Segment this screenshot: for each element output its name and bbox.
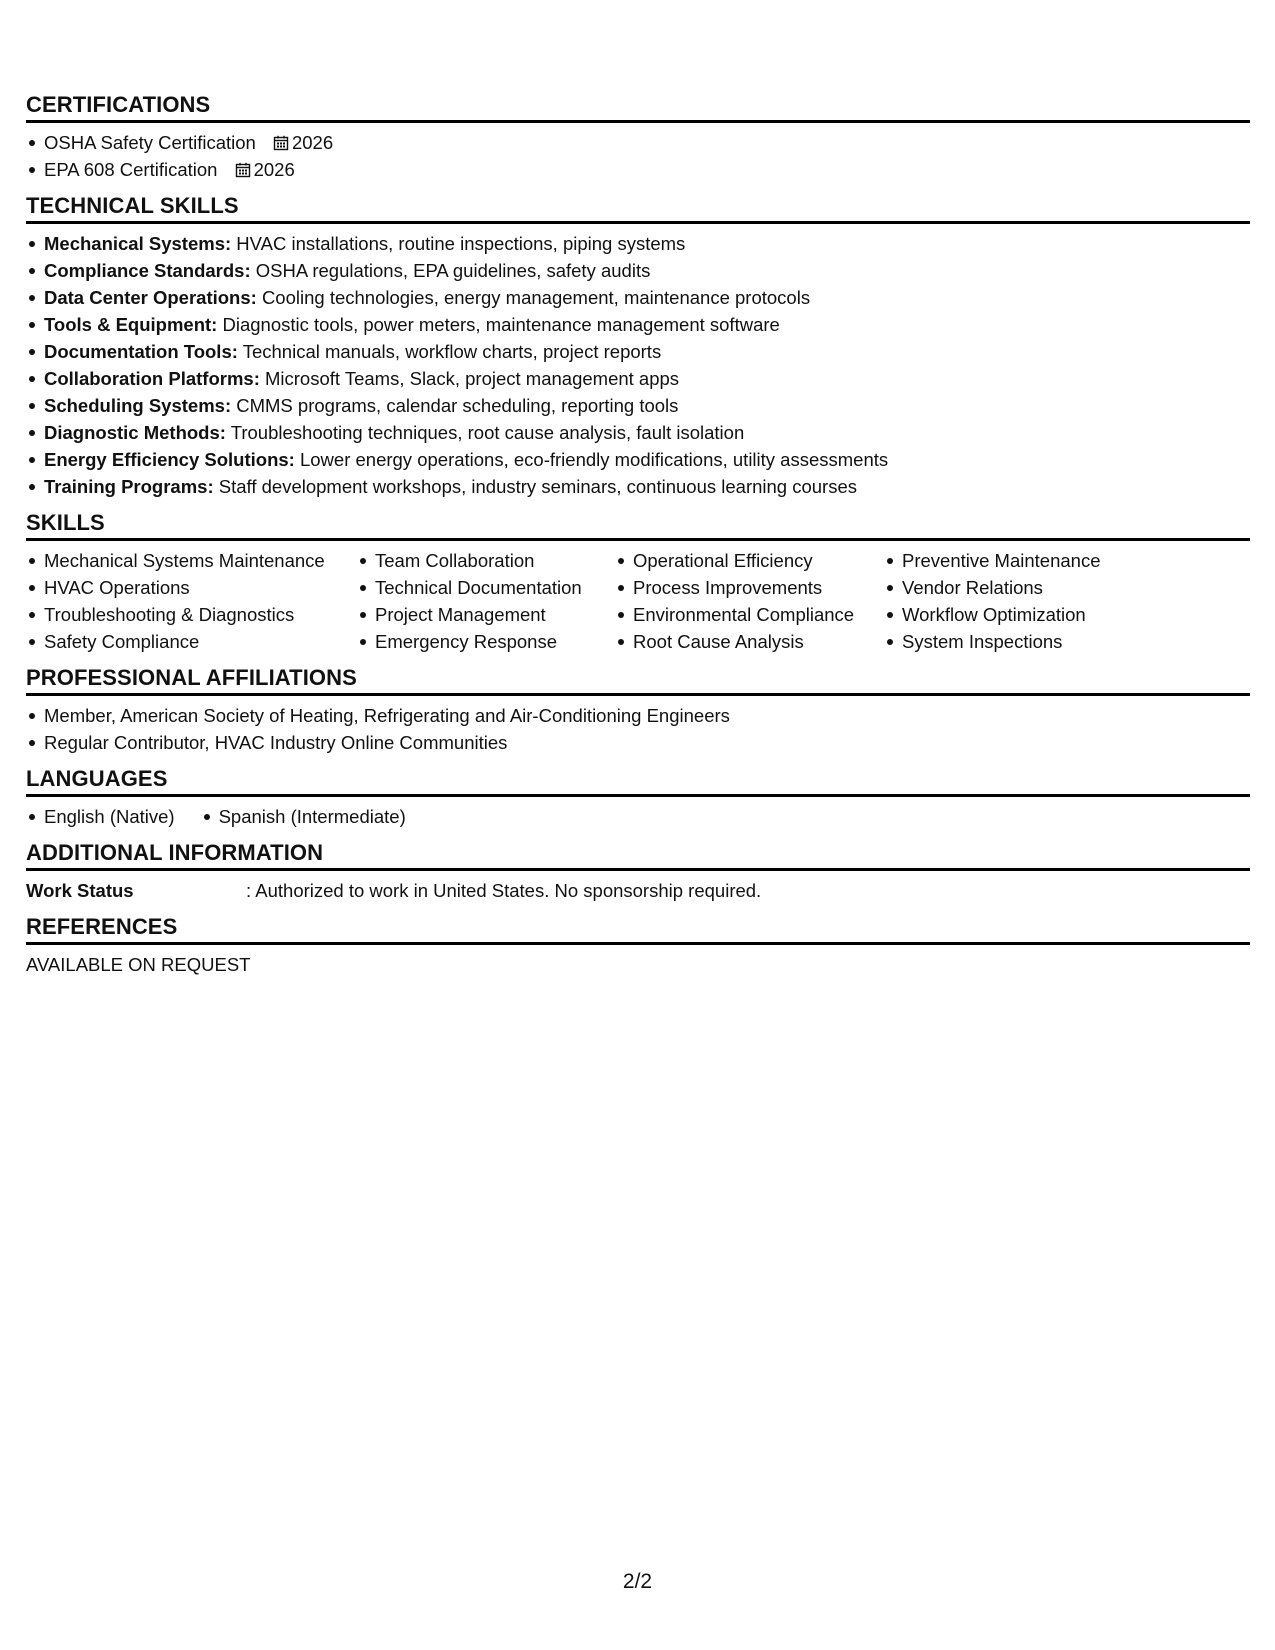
- certification-year: 2026: [291, 132, 334, 153]
- technical-skill-label: Mechanical Systems:: [44, 233, 232, 254]
- skill-item: Safety Compliance: [26, 628, 357, 655]
- skill-item: Troubleshooting & Diagnostics: [26, 601, 357, 628]
- technical-skill-label: Data Center Operations:: [44, 287, 257, 308]
- section-title-technical-skills: TECHNICAL SKILLS: [26, 193, 1250, 224]
- technical-skill-text: Troubleshooting techniques, root cause analysis, fault isolation: [230, 422, 745, 443]
- skill-item: Mechanical Systems Maintenance: [26, 547, 357, 574]
- technical-skill-text: CMMS programs, calendar scheduling, reporting tools: [236, 395, 679, 416]
- technical-skill-label: Compliance Standards:: [44, 260, 251, 281]
- skills-column: [884, 547, 1124, 655]
- skill-item: Emergency Response: [357, 628, 615, 655]
- additional-info-section: [26, 840, 1250, 904]
- work-status-row: [26, 877, 1250, 904]
- skills-column: [615, 547, 884, 655]
- affiliation-item: Member, American Society of Heating, Refrigerating and Air-Conditioning Engineers: [26, 702, 1250, 729]
- languages-section: [26, 766, 1250, 830]
- section-title-affiliations: PROFESSIONAL AFFILIATIONS: [26, 665, 1250, 696]
- technical-skill-item: [26, 311, 1250, 338]
- skills-section: [26, 510, 1250, 655]
- references-text: AVAILABLE ON REQUEST: [26, 954, 251, 975]
- technical-skill-item: [26, 473, 1250, 500]
- certification-item: [26, 156, 1250, 183]
- technical-skill-label: Tools & Equipment:: [44, 314, 218, 335]
- references-section: [26, 914, 1250, 978]
- technical-skill-text: OSHA regulations, EPA guidelines, safety audits: [255, 260, 651, 281]
- skills-column: [357, 547, 615, 655]
- section-title-additional-info: ADDITIONAL INFORMATION: [26, 840, 1250, 871]
- work-status-label: Work Status: [26, 880, 134, 901]
- technical-skill-text: Lower energy operations, eco-friendly modifications, utility assessments: [299, 449, 889, 470]
- technical-skill-label: Collaboration Platforms:: [44, 368, 260, 389]
- technical-skill-item: [26, 284, 1250, 311]
- technical-skill-item: [26, 338, 1250, 365]
- affiliation-item: Regular Contributor, HVAC Industry Online Communities: [26, 729, 1250, 756]
- certification-name: EPA 608 Certification: [44, 159, 218, 180]
- technical-skill-item: [26, 230, 1250, 257]
- technical-skill-item: [26, 446, 1250, 473]
- skill-item: Root Cause Analysis: [615, 628, 884, 655]
- work-status-value: : Authorized to work in United States. No sponsorship required.: [246, 880, 762, 901]
- skill-item: Project Management: [357, 601, 615, 628]
- skill-item: Operational Efficiency: [615, 547, 884, 574]
- technical-skill-label: Documentation Tools:: [44, 341, 238, 362]
- calendar-icon: [273, 135, 289, 151]
- certification-year: 2026: [253, 159, 295, 180]
- skill-item: Environmental Compliance: [615, 601, 884, 628]
- skill-item: HVAC Operations: [26, 574, 357, 601]
- skill-item: Preventive Maintenance: [884, 547, 1124, 574]
- technical-skill-item: [26, 392, 1250, 419]
- technical-skills-section: [26, 193, 1250, 500]
- certification-name: OSHA Safety Certification: [44, 132, 256, 153]
- page-number: 2/2: [622, 1570, 653, 1593]
- technical-skill-item: [26, 419, 1250, 446]
- section-title-languages: LANGUAGES: [26, 766, 1250, 797]
- technical-skill-label: Energy Efficiency Solutions:: [44, 449, 295, 470]
- skill-item: Team Collaboration: [357, 547, 615, 574]
- skill-item: Workflow Optimization: [884, 601, 1124, 628]
- technical-skill-text: Technical manuals, workflow charts, project reports: [242, 341, 662, 362]
- skill-item: Process Improvements: [615, 574, 884, 601]
- technical-skill-text: Staff development workshops, industry seminars, continuous learning courses: [218, 476, 858, 497]
- section-title-references: REFERENCES: [26, 914, 1250, 945]
- skill-item: Vendor Relations: [884, 574, 1124, 601]
- language-item: English (Native): [26, 803, 175, 830]
- skills-column: [26, 547, 357, 655]
- certification-item: [26, 129, 1250, 156]
- technical-skill-text: Cooling technologies, energy management, maintenance protocols: [261, 287, 811, 308]
- technical-skill-item: [26, 257, 1250, 284]
- skill-item: System Inspections: [884, 628, 1124, 655]
- affiliations-section: [26, 665, 1250, 756]
- skills-grid: [26, 547, 1250, 655]
- language-item: Spanish (Intermediate): [201, 803, 406, 830]
- certifications-section: [26, 92, 1250, 183]
- section-title-skills: SKILLS: [26, 510, 1250, 541]
- technical-skill-text: Microsoft Teams, Slack, project management apps: [265, 368, 680, 389]
- technical-skill-item: [26, 365, 1250, 392]
- technical-skill-label: Training Programs:: [44, 476, 214, 497]
- technical-skill-text: HVAC installations, routine inspections, piping systems: [236, 233, 686, 254]
- section-title-certifications: CERTIFICATIONS: [26, 92, 1250, 123]
- technical-skill-text: Diagnostic tools, power meters, maintenance management software: [222, 314, 780, 335]
- calendar-icon: [235, 162, 251, 178]
- resume-page: [26, 92, 1250, 988]
- technical-skill-label: Diagnostic Methods:: [44, 422, 226, 443]
- technical-skill-label: Scheduling Systems:: [44, 395, 232, 416]
- skill-item: Technical Documentation: [357, 574, 615, 601]
